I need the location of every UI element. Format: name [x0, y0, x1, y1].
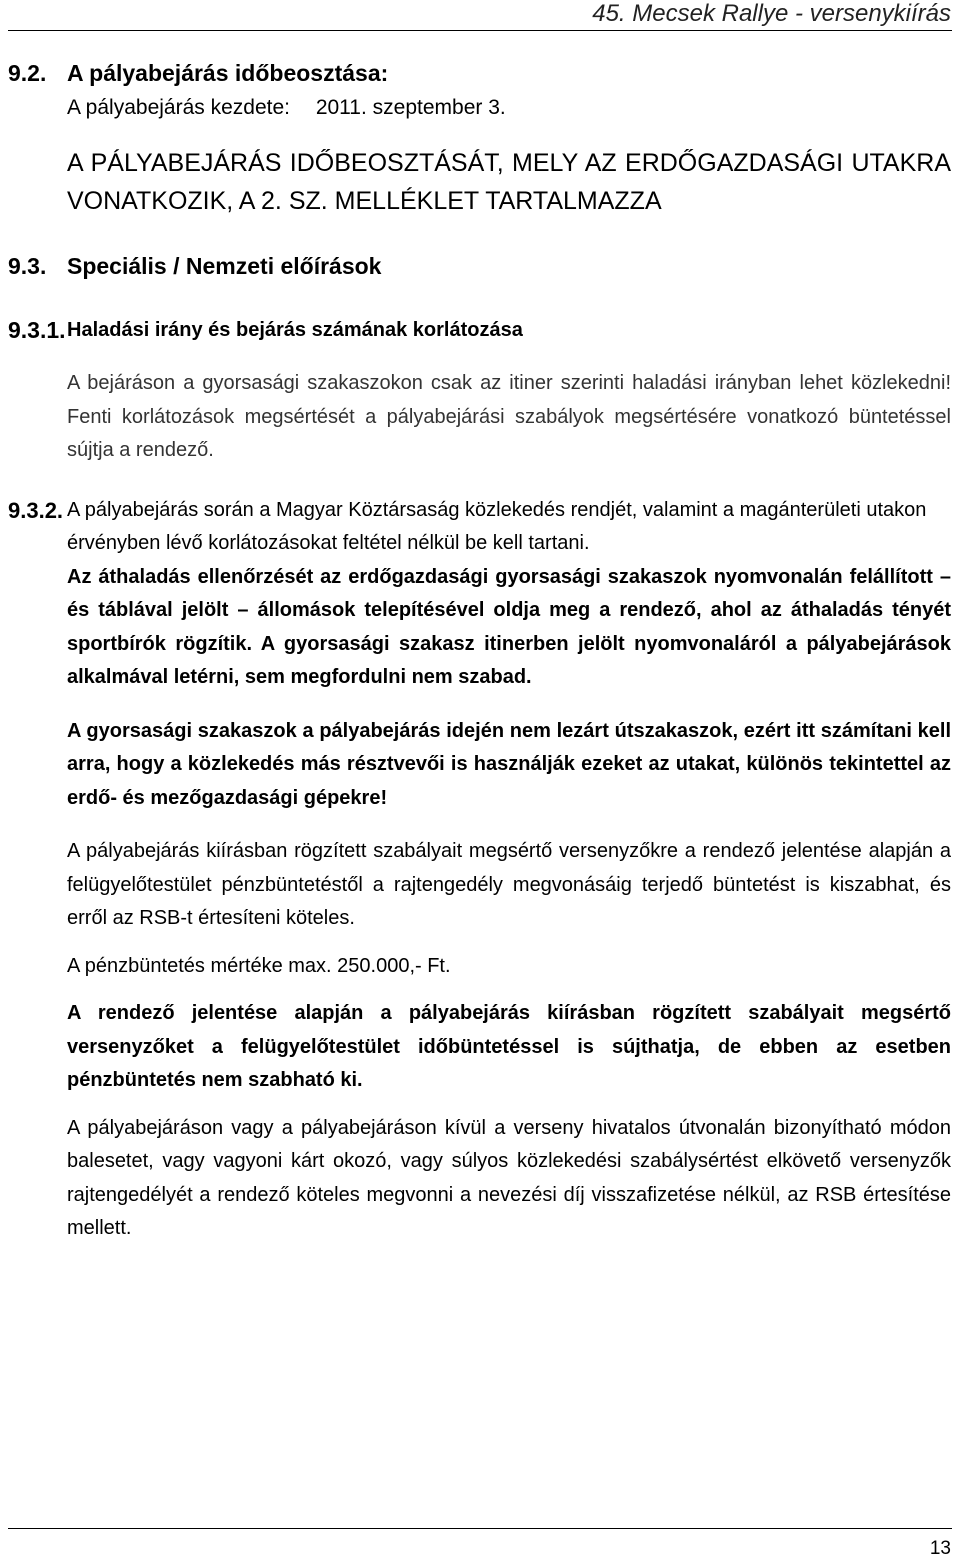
section-9-3-2 — [8, 494, 951, 561]
section-title: Haladási irány és bejárás számának korlátozása — [67, 318, 523, 341]
section-number: 9.2. — [8, 60, 47, 86]
time-penalty-paragraph: A rendező jelentése alapján a pályabejárás kiírásban rögzített szabályait megsértő versenyzőket a felügyelőtestület időbüntetéssel is sújthatja, de ebben az esetben pénzbüntetés nem szabható ki. — [67, 1002, 951, 1091]
section-number: 9.3.2. — [8, 497, 64, 523]
start-label: A pályabejárás kezdete: — [67, 95, 290, 119]
section-9-3-1-heading — [8, 314, 951, 348]
fine-amount-line: A pénzbüntetés mértéke max. 250.000,- Ft. — [67, 954, 451, 977]
checkpoint-paragraph: Az áthaladás ellenőrzését az erdőgazdasági gyorsasági szakaszok nyomvonalán felállított – és táblával jelölt – állomások telepítésével oldja meg a rendező, ahol az áthaladás tényét sportbírók rögzítik. A gyorsasági szakasz itinerben jelölt nyomvonaláról a pályabejárások alkalmával letérni, sem megfordulni nem szabad. — [67, 565, 951, 688]
direction-restriction-paragraph: A bejáráson a gyorsasági szakaszokon csak az itiner szerinti haladási irányban lehet közlekedni! Fenti korlátozások megsértését a pályabejárási szabályok megsértésére vonatkozó büntetéssel sújtja a rendező. — [67, 372, 951, 461]
document-header-title: 45. Mecsek Rallye - versenykiírás — [592, 0, 951, 27]
schedule-note: A PÁLYABEJÁRÁS IDŐBEOSZTÁSÁT, MELY AZ ERDŐGAZDASÁGI UTAKRA VONATKOZIK, A 2. SZ. MELLÉKLET TARTALMAZZA — [67, 149, 951, 215]
page-number: 13 — [929, 1538, 951, 1559]
reconnaissance-start-line — [67, 91, 951, 125]
start-date: 2011. szeptember 3. — [315, 95, 506, 119]
header-divider — [8, 30, 952, 31]
penalty-paragraph: A pályabejárás kiírásban rögzített szabályait megsértő versenyzőkre a rendező jelentése alapján a felügyelőtestület pénzbüntetéstől a rajtengedély megvonásáig terjedő büntetést is kiszabhat, és erről az RSB-t értesíteni köteles. — [67, 840, 951, 929]
document-body — [8, 57, 951, 1246]
section-9-3-heading — [8, 250, 951, 284]
section-number: 9.3.1. — [8, 316, 66, 343]
section-9-2-heading — [8, 57, 951, 91]
section-number: 9.3. — [8, 253, 47, 279]
traffic-rules-paragraph: A pályabejárás során a Magyar Köztársaság közlekedés rendjét, valamint a magánterületi utakon érvényben lévő korlátozásokat feltétel nélkül be kell tartani. — [67, 498, 927, 554]
footer-divider — [8, 1528, 952, 1529]
open-roads-warning: A gyorsasági szakaszok a pályabejárás idején nem lezárt útszakaszok, ezért itt számítani kell arra, hogy a közlekedés más résztvevői is használják ezeket az utakat, különös tekintettel az erdő- és mezőgazdasági gépekre! — [67, 719, 951, 809]
section-title: Speciális / Nemzeti előírások — [67, 253, 382, 279]
section-title: A pályabejárás időbeosztása: — [67, 60, 389, 86]
license-revocation-paragraph: A pályabejáráson vagy a pályabejáráson kívül a verseny hivatalos útvonalán bizonyítható módon balesetet, vagy vagyoni kárt okozó, vagy súlyos közlekedési szabálysértést elkövető versenyzők rajtengedélyét a rendező köteles megvonni a nevezési díj visszafizetése nélkül, az RSB értesítése mellett. — [67, 1116, 951, 1239]
